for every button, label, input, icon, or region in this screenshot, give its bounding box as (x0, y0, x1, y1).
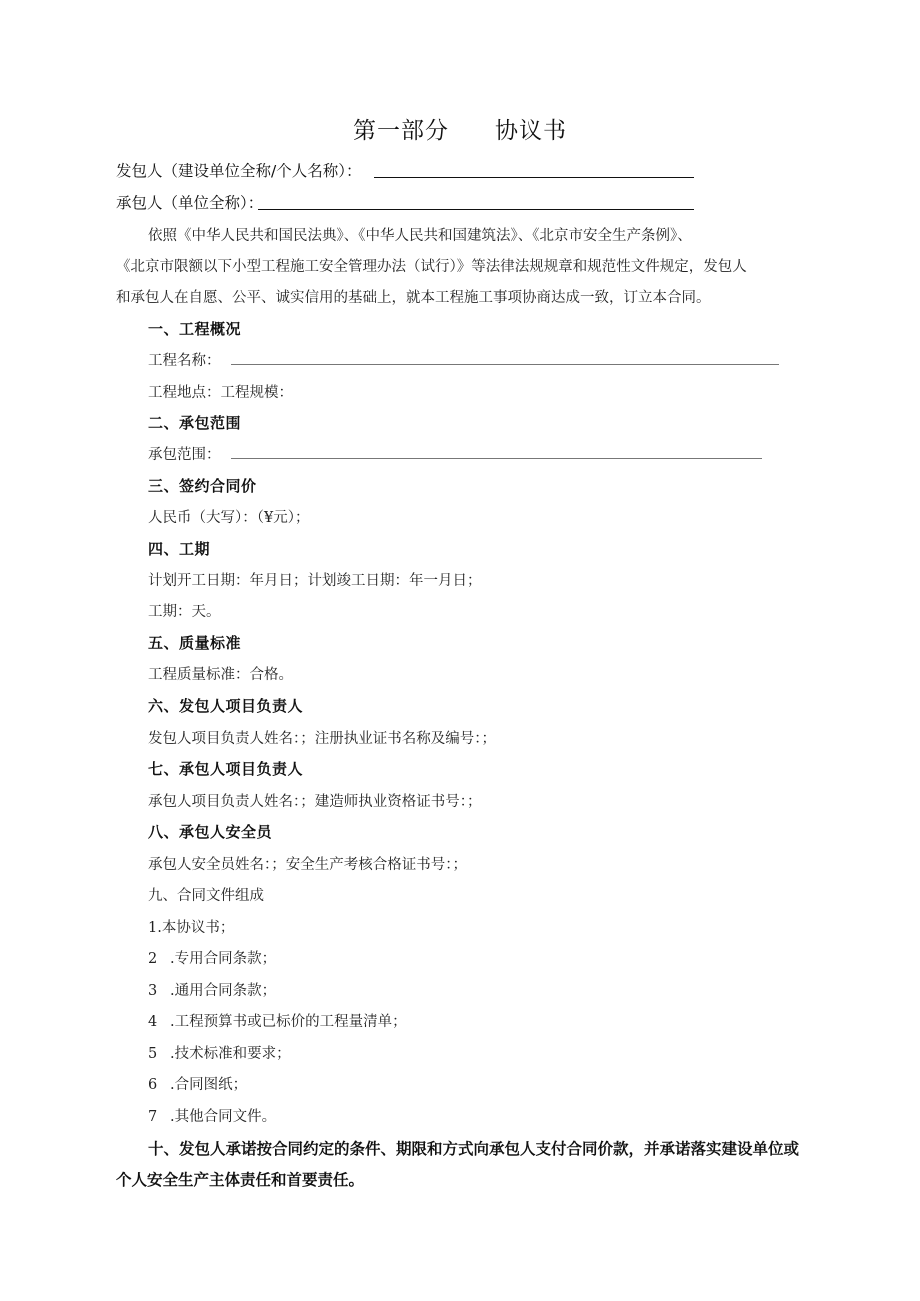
scope-blank[interactable] (231, 458, 762, 459)
list-item (148, 916, 234, 937)
section-6-heading: 六、发包人项目负责人 (148, 697, 304, 715)
section-1-heading: 一、工程概况 (148, 320, 242, 338)
section-4-heading: 四、工期 (148, 540, 211, 558)
list-item-number: 2 (148, 951, 158, 967)
section-8-heading: 八、承包人安全员 (148, 823, 273, 841)
section-9-heading: 九、合同文件组成 (148, 888, 264, 904)
preamble-line-3: 和承包人在自愿、公平、诚实信用的基础上，就本工程施工事项协商达成一致，订立本合同。 (116, 290, 711, 306)
list-item (148, 947, 276, 968)
contractor-blank[interactable] (258, 209, 694, 210)
employer-blank[interactable] (374, 177, 694, 178)
employer-label: 发包人（建设单位全称/个人名称）： (116, 162, 362, 180)
list-item-text: .其他合同文件。 (170, 1109, 277, 1125)
section-7-heading: 七、承包人项目负责人 (148, 760, 304, 778)
duration-line: 工期：天。 (148, 604, 221, 620)
project-name-blank[interactable] (231, 364, 779, 365)
preamble-line-1: 依照《中华人民共和国民法典》、《中华人民共和国建筑法》、《北京市安全生产条例》、 (148, 228, 692, 244)
list-item-text: .工程预算书或已标价的工程量清单； (170, 1014, 407, 1030)
section-5-heading: 五、质量标准 (148, 634, 242, 652)
schedule-dates-line: 计划开工日期：年月日；计划竣工日期：年一月日； (148, 573, 482, 589)
list-item (148, 1010, 407, 1031)
list-item-text: .技术标准和要求； (170, 1046, 291, 1062)
list-item-text: 本协议书； (161, 920, 235, 936)
list-item-number: 7 (148, 1109, 158, 1125)
scope-label: 承包范围： (148, 447, 221, 463)
title-name: 协议书 (495, 118, 567, 144)
section-3-heading: 三、签约合同价 (148, 477, 257, 495)
contract-price-line: 人民币（大写）：（¥元）； (148, 510, 310, 526)
document-title (0, 112, 920, 145)
list-item (148, 1105, 276, 1126)
section-10-line-2: 个人安全生产主体责任和首要责任。 (116, 1171, 365, 1189)
contractor-manager-line: 承包人项目负责人姓名：；建造师执业资格证书号：； (148, 794, 482, 810)
list-item (148, 979, 276, 1000)
list-item (148, 1042, 291, 1063)
list-item-number: 3 (148, 983, 158, 999)
list-item-number: 1. (148, 920, 162, 936)
title-part: 第一部分 (353, 118, 449, 144)
list-item-text: .通用合同条款； (170, 983, 277, 999)
list-item-number: 4 (148, 1014, 158, 1030)
list-item-text: .合同图纸； (170, 1077, 248, 1093)
section-2-heading: 二、承包范围 (148, 414, 242, 432)
section-10-line-1: 十、发包人承诺按合同约定的条件、期限和方式向承包人支付合同价款，并承诺落实建设单位或 (148, 1140, 800, 1158)
list-item-number: 6 (148, 1077, 158, 1093)
contractor-label: 承包人（单位全称）： (116, 194, 264, 212)
list-item-text: .专用合同条款； (170, 951, 277, 967)
employer-manager-line: 发包人项目负责人姓名：；注册执业证书名称及编号：； (148, 731, 496, 747)
preamble-line-2: 《北京市限额以下小型工程施工安全管理办法（试行）》等法律法规规章和规范性文件规定，发包人 (116, 259, 747, 275)
project-location-line: 工程地点：工程规模： (148, 385, 293, 401)
list-item-number: 5 (148, 1046, 158, 1062)
project-name-label: 工程名称： (148, 353, 221, 369)
safety-officer-line: 承包人安全员姓名：；安全生产考核合格证书号：； (148, 857, 467, 873)
quality-standard-line: 工程质量标准：合格。 (148, 667, 293, 683)
list-item (148, 1073, 247, 1094)
